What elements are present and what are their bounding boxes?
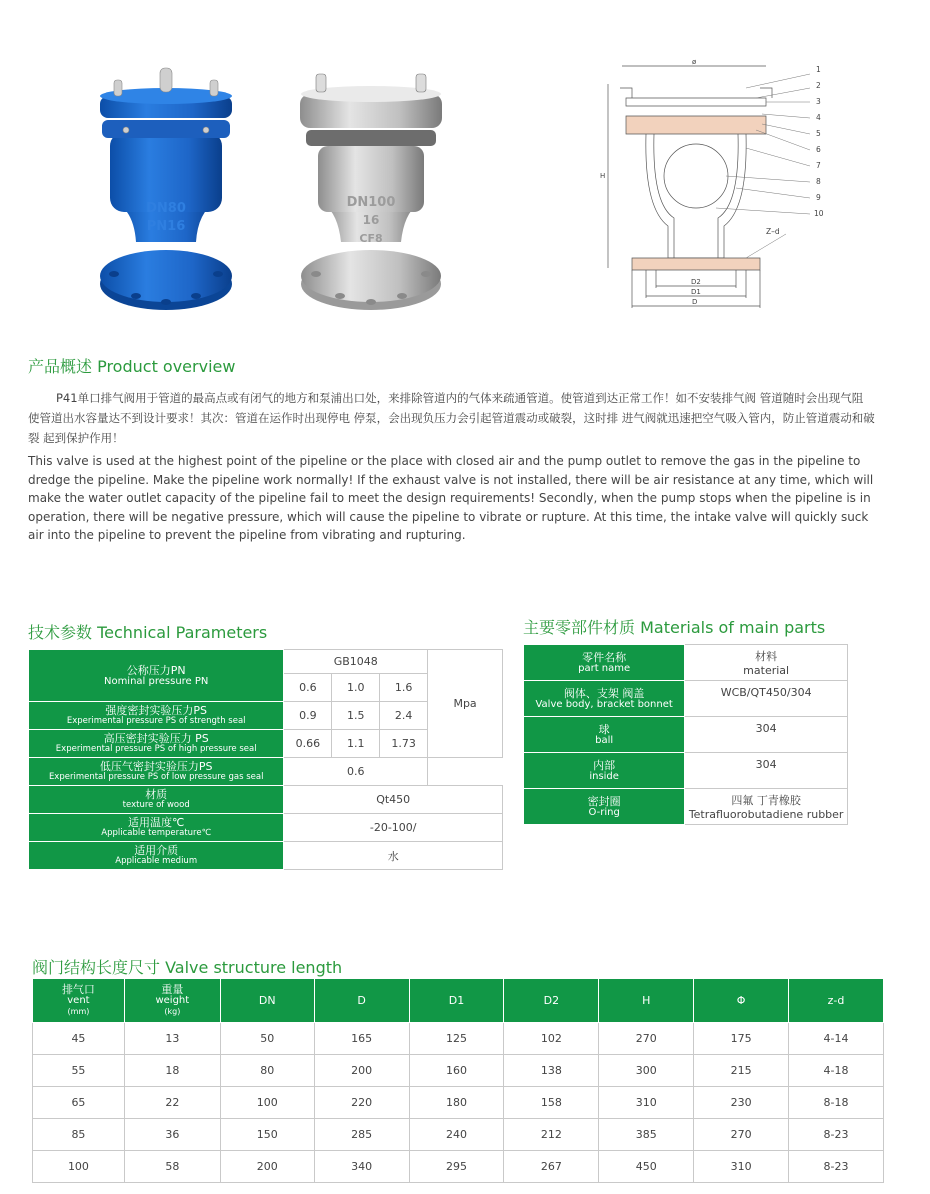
table-cell: 18 — [124, 1055, 220, 1087]
table-cell: 36 — [124, 1119, 220, 1151]
table-cell: WCB/QT450/304 — [685, 681, 848, 717]
table-cell: 150 — [220, 1119, 314, 1151]
table-cell: 水 — [284, 842, 503, 870]
table-cell: 2.4 — [380, 702, 428, 730]
callout-3: 3 — [816, 97, 821, 106]
steel-valve-marking-pn: 16 — [362, 213, 380, 227]
table-cell: 310 — [694, 1151, 789, 1183]
table-row — [524, 753, 848, 789]
table-cell: 1.1 — [332, 730, 380, 758]
table-cell: 220 — [314, 1087, 409, 1119]
table-cell: 8-23 — [789, 1119, 884, 1151]
table-row — [29, 650, 503, 674]
table-cell: 1.6 — [380, 674, 428, 702]
drawing-d2-label: D2 — [691, 278, 701, 286]
table-cell: 22 — [124, 1087, 220, 1119]
overview-title: 产品概述 Product overview — [28, 357, 236, 376]
table-cell: 55 — [33, 1055, 125, 1087]
table-row — [29, 814, 503, 842]
overview-text-en: This valve is used at the highest point of the pipeline or the place with closed air and the pump outlet to remove the gas in the pipeline to dredge the pipeline. Make the pipeline work normally! If the exhaust valve is not installed, there will be air resistance at any time, which will make the water outlet capacity of the pipeline fail to meet the design requirements! Secondly, when the pump stops when the pipeline is in operation, there will be negative pressure, which will cause the pipeline to vibrate or rupture. At this time, the intake valve will quickly suck air into the pipeline to prevent the pipeline from vibrating and rupturing. — [28, 454, 874, 542]
table-row — [524, 717, 848, 753]
table-row — [29, 842, 503, 870]
table-row — [33, 1119, 884, 1151]
technical-title: 技术参数 Technical Parameters — [28, 623, 268, 642]
callout-9: 9 — [816, 193, 821, 202]
table-cell: 450 — [599, 1151, 694, 1183]
row-label-strength-seal: 强度密封实验压力PS Experimental pressure PS of strength seal — [29, 702, 284, 730]
callout-5: 5 — [816, 129, 821, 138]
table-cell: 85 — [33, 1119, 125, 1151]
table-cell: 125 — [409, 1023, 504, 1055]
table-cell: 215 — [694, 1055, 789, 1087]
table-row — [524, 789, 848, 825]
callout-10: 10 — [814, 209, 824, 218]
table-cell: 295 — [409, 1151, 504, 1183]
header-d: D — [314, 979, 409, 1023]
table-cell: 0.6 — [284, 758, 428, 786]
table-cell: -20-100/ — [284, 814, 503, 842]
table-cell: 102 — [504, 1023, 599, 1055]
unit-cell: Mpa — [428, 650, 503, 758]
table-cell: 13 — [124, 1023, 220, 1055]
table-cell: 58 — [124, 1151, 220, 1183]
callout-2: 2 — [816, 81, 821, 90]
table-cell: 8-18 — [789, 1087, 884, 1119]
steel-valve-marking-dn: DN100 — [346, 195, 396, 210]
technical-drawing — [596, 58, 846, 318]
callout-6: 6 — [816, 145, 821, 154]
table-cell: 0.6 — [284, 674, 332, 702]
table-row — [33, 1023, 884, 1055]
table-cell: 1.73 — [380, 730, 428, 758]
part-valve-body: 阀体、支架 阀盖 Valve body, bracket bonnet — [524, 681, 685, 717]
callout-4: 4 — [816, 113, 821, 122]
row-label-temperature: 适用温度℃ Applicable temperature℃ — [29, 814, 284, 842]
header-zd: z-d — [789, 979, 884, 1023]
table-cell: 270 — [599, 1023, 694, 1055]
table-cell: 四氟 丁青橡胶 Tetrafluorobutadiene rubber — [685, 789, 848, 825]
table-cell: 285 — [314, 1119, 409, 1151]
table-cell: 138 — [504, 1055, 599, 1087]
technical-parameters-table — [28, 649, 503, 870]
standard-cell: GB1048 — [284, 650, 428, 674]
table-cell: Qt450 — [284, 786, 503, 814]
table-cell: 267 — [504, 1151, 599, 1183]
table-row — [29, 758, 503, 786]
table-cell: 340 — [314, 1151, 409, 1183]
callout-1: 1 — [816, 65, 821, 74]
drawing-zd-label: Z–d — [766, 227, 780, 236]
table-cell: 1.5 — [332, 702, 380, 730]
table-cell: 4-18 — [789, 1055, 884, 1087]
table-row — [33, 1087, 884, 1119]
header-weight: 重量 weight (kg) — [124, 979, 220, 1023]
table-header-row — [33, 979, 884, 1023]
row-label-material: 材质 texture of wood — [29, 786, 284, 814]
table-row — [524, 645, 848, 681]
table-cell: 385 — [599, 1119, 694, 1151]
part-o-ring: 密封圈 O-ring — [524, 789, 685, 825]
header-phi: Φ — [694, 979, 789, 1023]
header-part-name: 零件名称 part name — [524, 645, 685, 681]
table-cell: 230 — [694, 1087, 789, 1119]
structure-length-table — [32, 978, 884, 1183]
row-label-high-pressure-seal: 高压密封实验压力 PS Experimental pressure PS of high pressure seal — [29, 730, 284, 758]
drawing-d1-label: D1 — [691, 288, 701, 296]
part-inside: 内部 inside — [524, 753, 685, 789]
table-cell: 65 — [33, 1087, 125, 1119]
table-row — [524, 681, 848, 717]
table-cell: 158 — [504, 1087, 599, 1119]
table-cell: 240 — [409, 1119, 504, 1151]
table-cell: 160 — [409, 1055, 504, 1087]
row-label-low-pressure-seal: 低压气密封实验压力PS Experimental pressure PS of low pressure gas seal — [29, 758, 284, 786]
blue-valve-marking-pn: PN16 — [146, 219, 186, 234]
table-cell: 80 — [220, 1055, 314, 1087]
blue-valve-image — [96, 62, 236, 312]
table-row — [33, 1055, 884, 1087]
table-cell: 200 — [314, 1055, 409, 1087]
table-cell: 4-14 — [789, 1023, 884, 1055]
table-cell: 1.0 — [332, 674, 380, 702]
materials-title: 主要零部件材质 Materials of main parts — [523, 618, 826, 637]
table-cell: 300 — [599, 1055, 694, 1087]
table-cell: 50 — [220, 1023, 314, 1055]
table-cell: 0.9 — [284, 702, 332, 730]
steel-valve-marking-material: CF8 — [359, 232, 383, 245]
overview-text-cn: P41单口排气阀用于管道的最高点或有闭气的地方和泵浦出口处，来排除管道内的气体来疏通管道。使管道到达正常工作！如不安装排气阀 管道随时会出现气阻 使管道出水容量达不到设计要求！其次：管道在运作时出现停电 停泵，会出现负压力会引起管道震动或破裂，这时排 进气阀就迅速把空气吸入管内，防止管道震动和破裂 起到保护作用！ — [28, 391, 875, 445]
drawing-d-label: D — [692, 298, 698, 306]
callout-8: 8 — [816, 177, 821, 186]
blue-valve-marking-dn: DN80 — [146, 201, 186, 216]
table-cell: 165 — [314, 1023, 409, 1055]
callout-7: 7 — [816, 161, 821, 170]
part-ball: 球 ball — [524, 717, 685, 753]
table-cell: 304 — [685, 753, 848, 789]
structure-title: 阀门结构长度尺寸 Valve structure length — [32, 958, 343, 977]
materials-table — [523, 644, 848, 825]
table-cell: 200 — [220, 1151, 314, 1183]
row-label-medium: 适用介质 Applicable medium — [29, 842, 284, 870]
header-dn: DN — [220, 979, 314, 1023]
header-h: H — [599, 979, 694, 1023]
table-cell: 100 — [220, 1087, 314, 1119]
header-d1: D1 — [409, 979, 504, 1023]
table-cell: 45 — [33, 1023, 125, 1055]
header-material: 材料 material — [685, 645, 848, 681]
table-cell: 304 — [685, 717, 848, 753]
drawing-phi-label: ø — [692, 58, 697, 66]
header-d2: D2 — [504, 979, 599, 1023]
table-cell: 175 — [694, 1023, 789, 1055]
drawing-h-label: H — [600, 172, 606, 180]
table-cell: 310 — [599, 1087, 694, 1119]
table-cell: 212 — [504, 1119, 599, 1151]
steel-valve-image — [296, 64, 446, 314]
table-cell: 270 — [694, 1119, 789, 1151]
table-row — [29, 786, 503, 814]
table-cell: 0.66 — [284, 730, 332, 758]
row-label-nominal-pressure: 公称压力PN Nominal pressure PN — [29, 650, 284, 702]
table-row — [33, 1151, 884, 1183]
table-cell: 100 — [33, 1151, 125, 1183]
table-cell: 8-23 — [789, 1151, 884, 1183]
header-vent: 排气口 vent (mm) — [33, 979, 125, 1023]
table-cell: 180 — [409, 1087, 504, 1119]
